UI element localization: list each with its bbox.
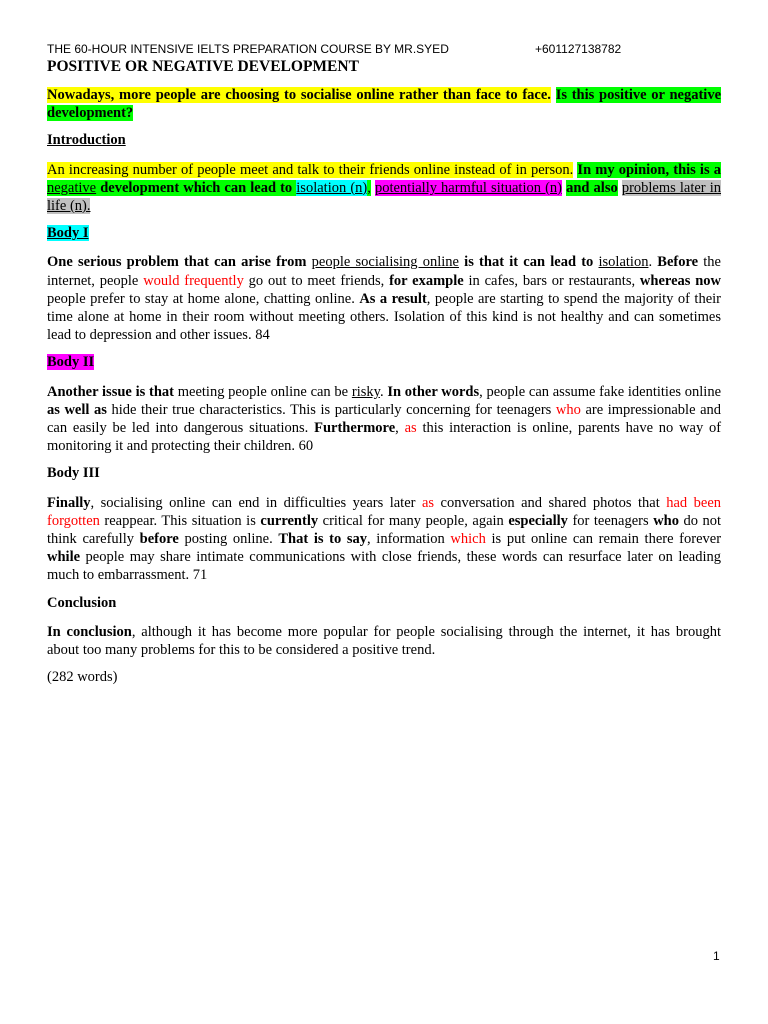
body2-text: Furthermore bbox=[314, 420, 396, 437]
intro-problems-later: problems later in life (n). bbox=[47, 179, 722, 215]
body1-text: whereas now bbox=[639, 272, 721, 289]
body3-text: while bbox=[47, 549, 81, 566]
body1-text: , people are starting to spend the majority of their time alone at home in their room without meeting others. Isolation of this kind is not healthy and can sometimes lead to depression and other issues. 84 bbox=[47, 290, 721, 344]
essay-content bbox=[47, 86, 721, 695]
body2-text: Another issue is that bbox=[47, 383, 174, 400]
document-title: POSITIVE OR NEGATIVE DEVELOPMENT bbox=[47, 58, 359, 75]
body1-text: go out to meet friends, bbox=[248, 272, 385, 289]
course-title: THE 60-HOUR INTENSIVE IELTS PREPARATION COURSE BY MR.SYED bbox=[47, 42, 449, 56]
body1-text: isolation bbox=[598, 254, 649, 271]
body1-text: for example bbox=[389, 272, 464, 289]
body3-text: conversation and shared photos that bbox=[440, 494, 660, 511]
body2-text: hide their true characteristics. This is particularly concerning for teenagers bbox=[111, 401, 552, 418]
conclusion-paragraph bbox=[47, 623, 721, 659]
body3-text: who bbox=[653, 512, 679, 529]
body3-text: do not think carefully bbox=[47, 512, 722, 548]
body1-text: people socialising online bbox=[311, 254, 459, 271]
conclusion-text: , although it has become more popular for people socialising through the internet, it has brought about too many problems for this to be considered a positive trend. bbox=[47, 623, 721, 659]
body2-text: , people can assume fake identities online bbox=[479, 383, 722, 400]
body2-text: , bbox=[395, 420, 399, 437]
question-prompt: Is this positive or negative development? bbox=[47, 87, 721, 122]
conclusion-text: In conclusion bbox=[47, 623, 132, 640]
body2-heading bbox=[47, 353, 721, 371]
intro-comma: , bbox=[367, 179, 371, 196]
body1-text: . bbox=[648, 254, 653, 271]
body3-heading: Body III bbox=[47, 465, 100, 482]
body2-text: meeting people online can be bbox=[177, 383, 349, 400]
body1-text: Before bbox=[657, 254, 699, 271]
conclusion-heading: Conclusion bbox=[47, 594, 117, 611]
body1-heading-label: Body I bbox=[47, 225, 89, 242]
phone-number: +601127138782 bbox=[535, 42, 622, 56]
body3-text: before bbox=[139, 531, 179, 548]
body3-text: posting online. bbox=[184, 531, 273, 548]
body3-text: reappear. This situation is bbox=[104, 512, 256, 529]
body3-text: especially bbox=[508, 512, 568, 529]
body1-text: in cafes, bars or restaurants, bbox=[468, 272, 636, 289]
page-number: 1 bbox=[713, 949, 720, 963]
intro-lead: development which can lead to bbox=[100, 179, 293, 196]
essay-question bbox=[47, 86, 721, 122]
word-count: (282 words) bbox=[47, 669, 118, 686]
body3-paragraph bbox=[47, 494, 721, 585]
body2-text: In other words bbox=[387, 383, 480, 400]
body3-text: for teenagers bbox=[572, 512, 649, 529]
body2-red-text: as bbox=[404, 420, 417, 437]
intro-and-also: and also bbox=[566, 179, 618, 196]
introduction-paragraph bbox=[47, 161, 721, 216]
body1-text: is that it can lead to bbox=[464, 254, 594, 271]
body3-red-text: as bbox=[421, 494, 435, 511]
body3-text: , information bbox=[367, 531, 445, 548]
body2-text: . bbox=[379, 383, 384, 400]
body3-text: critical for many people, again bbox=[322, 512, 504, 529]
body3-text: currently bbox=[260, 512, 319, 529]
intro-opinion-start: In my opinion, this is a bbox=[577, 161, 721, 178]
body1-paragraph bbox=[47, 253, 721, 344]
body3-text: , socialising online can end in difficulties years later bbox=[90, 494, 416, 511]
body2-text: are impressionable and can easily be led into dangerous situations. bbox=[47, 401, 722, 437]
body2-red-text: who bbox=[555, 401, 581, 418]
body3-text: is put online can remain there forever bbox=[491, 531, 722, 548]
body3-text: That is to say bbox=[278, 531, 368, 548]
question-statement: Nowadays, more people are choosing to socialise online rather than face to face. bbox=[47, 87, 551, 103]
intro-harmful-situation: potentially harmful situation (n) bbox=[374, 179, 562, 196]
body1-heading bbox=[47, 224, 721, 242]
body3-red-text: had been forgotten bbox=[47, 494, 722, 529]
body3-red-text: which bbox=[450, 531, 486, 548]
body2-text: as well as bbox=[47, 401, 107, 418]
body1-text: people prefer to stay at home alone, chatting online. bbox=[47, 290, 355, 307]
body3-text: people may share intimate communications with close friends, these words can resurface later on leading much to embarrassment. 71 bbox=[47, 549, 722, 584]
body1-red-text: would frequently bbox=[143, 272, 244, 289]
body2-text: risky bbox=[351, 383, 380, 400]
body1-text: One serious problem that can arise from bbox=[47, 254, 307, 271]
body3-text: Finally bbox=[47, 494, 91, 511]
introduction-heading: Introduction bbox=[47, 132, 126, 149]
intro-isolation: isolation (n) bbox=[296, 179, 368, 196]
page-header bbox=[47, 42, 727, 57]
intro-negative: negative bbox=[47, 179, 97, 196]
body1-text: the internet, people bbox=[47, 254, 721, 289]
body1-text: As a result bbox=[359, 290, 427, 307]
intro-sentence-1: An increasing number of people meet and talk to their friends online instead of in person. bbox=[47, 161, 574, 178]
body2-heading-label: Body II bbox=[47, 354, 95, 371]
body2-paragraph bbox=[47, 383, 721, 456]
body2-text: this interaction is online, parents have no way of monitoring it and protecting their children. 60 bbox=[47, 420, 722, 455]
